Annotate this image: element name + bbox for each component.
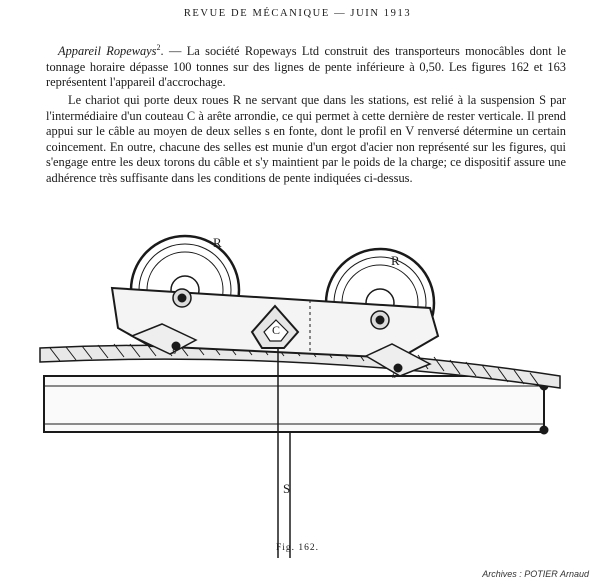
- rail-beam: [44, 376, 548, 434]
- figure-162-drawing: [0, 228, 595, 558]
- label-suspension: S: [283, 481, 291, 496]
- label-saddle-right: s: [392, 369, 397, 381]
- article-text: [46, 40, 566, 188]
- archive-credit: Archives : POTIER Arnaud: [482, 569, 589, 579]
- figure-caption: Fig. 162.: [275, 543, 320, 553]
- label-wheel-left: R: [213, 235, 222, 250]
- running-header: REVUE DE MÉCANIQUE — JUIN 1913: [183, 8, 412, 19]
- section-title: Appareil Ropeways: [58, 44, 157, 59]
- paragraph-2: Le chariot qui porte deux roues R ne servant que dans les stations, est relié à la suspension S par l'intermédiaire d'un couteau C à arête arrondie, ce qui permet à cette dernière de rester verticale. Il prend appui sur le câble au moyen de deux selles s en fonte, dont le profil en V renversé détermine un certain coincement. En outre, chacune des selles est munie d'un ergot d'acier non représenté sur les figures, qui s'engage entre les deux torons du câble et s'y maintient par le poids de la charge; ce dispositif assure une adhérence très suffisante dans les conditions de pente indiquées ci-dessus.: [46, 92, 566, 185]
- label-saddle-left: s: [172, 345, 177, 357]
- label-wheel-right: R: [391, 253, 400, 268]
- paragraph-1-text: . — La société Ropeways Ltd construit des transporteurs monocâbles dont le tonnage horaire dépasse 100 tonnes sur des lignes de pente inférieure à 0,50. Les figures 162 et 163 représentent l'appareil d'accrochage.: [46, 44, 566, 90]
- paragraph-1: [46, 40, 566, 91]
- footnote-mark: 2: [156, 43, 161, 52]
- label-knife: C: [272, 323, 281, 337]
